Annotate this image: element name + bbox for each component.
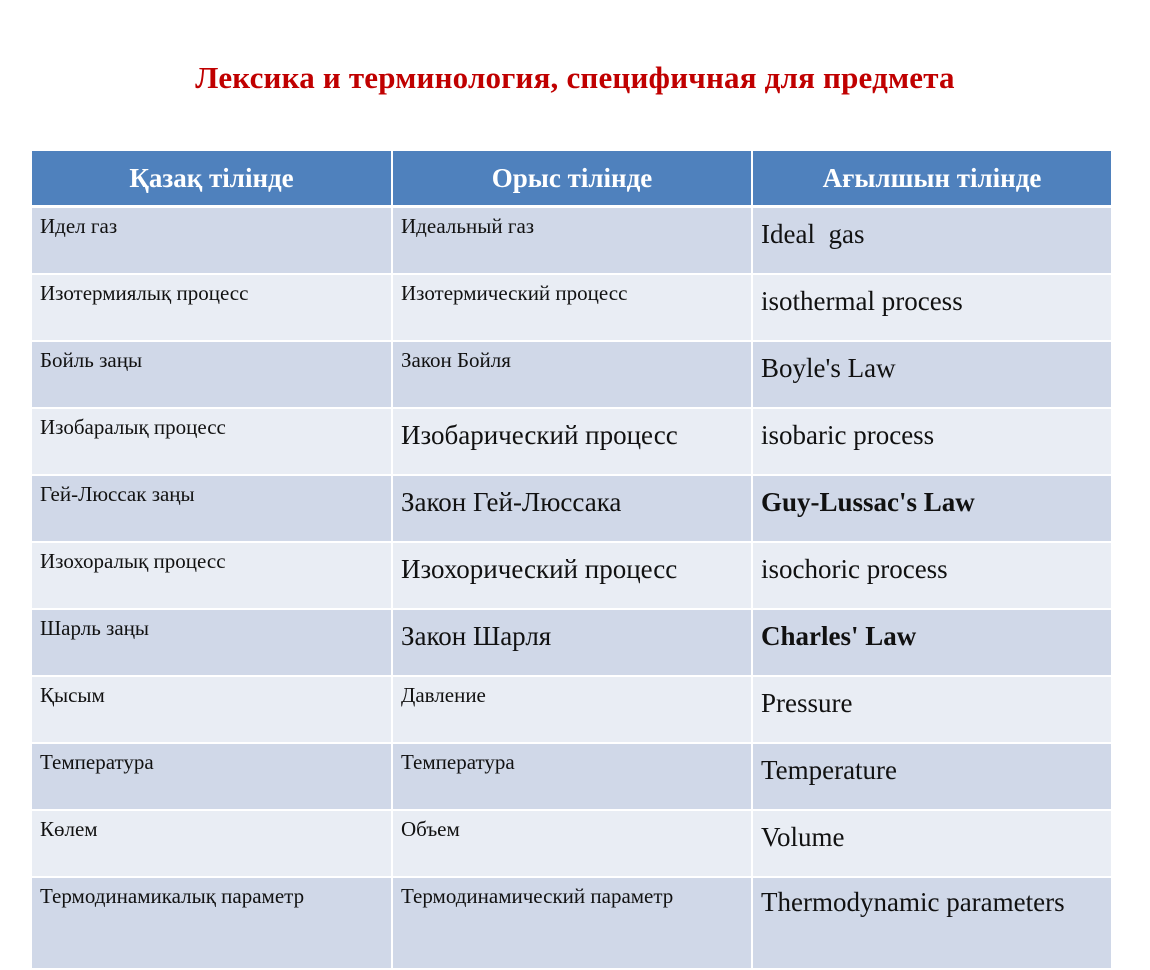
table-row [32,676,1112,743]
cell-english: Pressure [752,676,1112,743]
cell-russian: Температура [392,743,752,810]
cell-russian: Объем [392,810,752,877]
cell-russian: Закон Бойля [392,341,752,408]
cell-kazakh: Бойль заңы [32,341,392,408]
cell-kazakh: Қысым [32,676,392,743]
cell-kazakh: Идел газ [32,207,392,275]
cell-russian: Давление [392,676,752,743]
cell-russian: Изотермический процесс [392,274,752,341]
cell-russian: Термодинамический параметр [392,877,752,969]
cell-english: Thermodynamic parameters [752,877,1112,969]
cell-kazakh: Гей-Люссак заңы [32,475,392,542]
cell-english: isobaric process [752,408,1112,475]
header-russian: Орыс тілінде [392,151,752,207]
table-row [32,609,1112,676]
cell-english: Volume [752,810,1112,877]
cell-kazakh: Изотермиялық процесс [32,274,392,341]
cell-russian: Изобарический процесс [392,408,752,475]
cell-kazakh: Изобаралық процесс [32,408,392,475]
table-row [32,810,1112,877]
cell-kazakh: Температура [32,743,392,810]
cell-english: Temperature [752,743,1112,810]
cell-kazakh: Көлем [32,810,392,877]
cell-english: Ideal gas [752,207,1112,275]
cell-russian: Изохорический процесс [392,542,752,609]
cell-english: Boyle's Law [752,341,1112,408]
cell-english: Guy-Lussac's Law [752,475,1112,542]
cell-english: isochoric process [752,542,1112,609]
header-kazakh: Қазақ тілінде [32,151,392,207]
cell-kazakh: Изохоралық процесс [32,542,392,609]
cell-english: Charles' Law [752,609,1112,676]
header-english: Ағылшын тілінде [752,151,1112,207]
table-row [32,341,1112,408]
slide-title: Лексика и терминология, специфичная для предмета [195,60,955,95]
table-row [32,475,1112,542]
cell-russian: Закон Гей-Люссака [392,475,752,542]
terminology-table [32,151,1113,970]
table-row [32,877,1112,969]
table-header-row [32,151,1112,207]
cell-russian: Закон Шарля [392,609,752,676]
table-row [32,408,1112,475]
cell-kazakh: Термодинамикалық параметр [32,877,392,969]
table-row [32,743,1112,810]
table-row [32,542,1112,609]
cell-kazakh: Шарль заңы [32,609,392,676]
table-row [32,207,1112,275]
cell-russian: Идеальный газ [392,207,752,275]
cell-english: isothermal process [752,274,1112,341]
table-row [32,274,1112,341]
